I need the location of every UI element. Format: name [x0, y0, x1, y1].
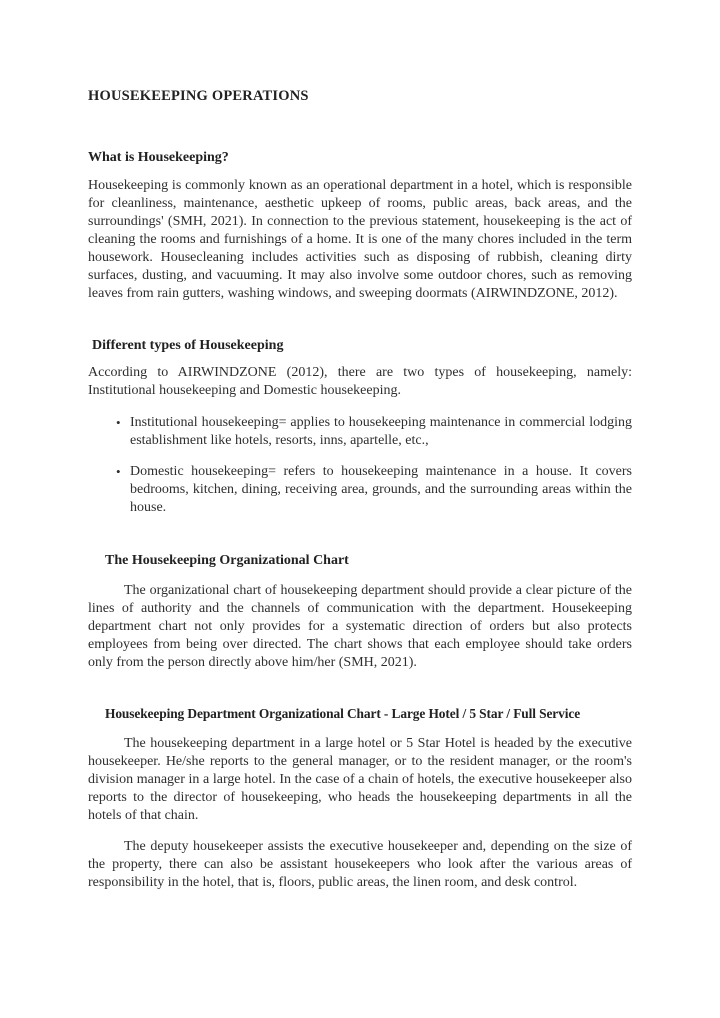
bullet-text: Institutional housekeeping= applies to housekeeping maintenance in commercial lodging establishment like hotels, resorts, inns, apartelle, etc., — [130, 415, 632, 448]
paragraph: The organizational chart of housekeeping department should provide a clear picture of the lines of authority and the channels of communication with the department. Housekeeping department chart not only provides for a systematic direction of orders but also protects employees from being over directed. The chart shows that each employee should take orders only from the person directly above him/her (SMH, 2021). — [88, 583, 632, 670]
paragraph: The housekeeping department in a large hotel or 5 Star Hotel is headed by the executive housekeeper. He/she reports to the general manager, or to the resident manager, or the room's division manager in a large hotel. In the case of a chain of hotels, the executive housekeeper also reports to the director of housekeeping, who heads the housekeeping departments in all the hotels of that chain. — [88, 736, 632, 823]
section-org-chart — [88, 552, 632, 672]
paragraph: Housekeeping is commonly known as an operational department in a hotel, which is responsible for cleanliness, maintenance, aesthetic upkeep of rooms, public areas, back areas, and the surroundings' (SMH, 2021). In connection to the previous statement, housekeeping is the act of cleaning the rooms and furnishings of a home. It is one of the many chores included in the term housework. Housecleaning includes activities such as disposing of rubbish, cleaning dirty surfaces, dusting, and vacuuming. It may also involve some outdoor chores, such as removing leaves from rain gutters, washing windows, and sweeping doormats (AIRWINDZONE, 2012). — [88, 178, 632, 301]
paragraph: According to AIRWINDZONE (2012), there are two types of housekeeping, namely: Institutional housekeeping and Domestic housekeeping. — [88, 365, 632, 398]
section-what-is-housekeeping — [88, 149, 632, 303]
paragraph: The deputy housekeeper assists the executive housekeeper and, depending on the size of the property, there can also be assistant housekeepers who look after the various areas of responsibility in the hotel, that is, floors, public areas, the linen room, and desk control. — [88, 839, 632, 890]
bullet-text: Domestic housekeeping= refers to housekeeping maintenance in a house. It covers bedrooms, kitchen, dining, receiving area, grounds, and the surrounding areas within the house. — [130, 464, 632, 515]
bullet-item-domestic — [116, 463, 632, 517]
section-heading-org-chart: The Housekeeping Organizational Chart — [105, 553, 349, 568]
section-heading-different-types: Different types of Housekeeping — [92, 338, 284, 353]
document-title: HOUSEKEEPING OPERATIONS — [88, 88, 309, 104]
bullet-icon: • — [116, 464, 121, 479]
section-heading-what-is-housekeeping: What is Housekeeping? — [88, 150, 229, 165]
bullet-icon: • — [116, 415, 121, 430]
bullet-item-institutional — [116, 414, 632, 450]
section-different-types — [88, 337, 632, 517]
section-heading-large-hotel-chart: Housekeeping Department Organizational Chart - Large Hotel / 5 Star / Full Service — [105, 706, 581, 721]
section-large-hotel-chart — [88, 705, 632, 892]
bullet-list — [116, 414, 632, 517]
